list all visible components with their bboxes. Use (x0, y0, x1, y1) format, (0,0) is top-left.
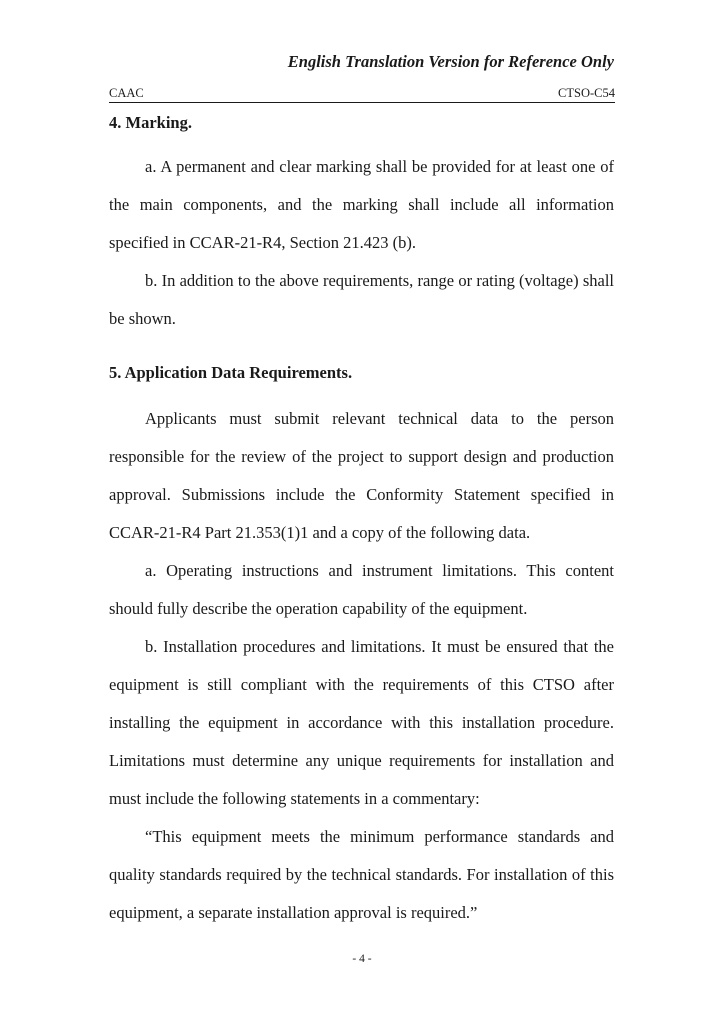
paragraph-marking-b: b. In addition to the above requirements, range or rating (voltage) shall be shown. (109, 271, 614, 328)
running-header (109, 86, 615, 101)
page-number: - 4 - (352, 953, 372, 965)
document-body (109, 112, 614, 932)
paragraph-application-intro: Applicants must submit relevant technical data to the person responsible for the review of the project to support design and production approval. Submissions include the Conformity Statement specified in CCAR-21-R4 Part 21.353(1)1 and a copy of the following data. (109, 409, 614, 542)
translation-banner: English Translation Version for Reference Only (287, 52, 614, 71)
paragraph-application-a: a. Operating instructions and instrument limitations. This content should fully describe the operation capability of the equipment. (109, 561, 614, 618)
paragraph-application-b: b. Installation procedures and limitations. It must be ensured that the equipment is still compliant with the requirements of this CTSO after installing the equipment in accordance with this installation procedure. Limitations must determine any unique requirements for installation and must include the following statements in a commentary: (109, 637, 614, 808)
section-heading-marking: 4. Marking. (109, 113, 192, 132)
paragraph-marking-a: a. A permanent and clear marking shall be provided for at least one of the main components, and the marking shall include all information specified in CCAR-21-R4, Section 21.423 (b). (109, 157, 614, 252)
paragraph-application-quote: “This equipment meets the minimum performance standards and quality standards required by the technical standards. For installation of this equipment, a separate installation approval is required.” (109, 827, 614, 922)
header-organization: CAAC (109, 86, 144, 100)
section-heading-application-data: 5. Application Data Requirements. (109, 363, 353, 382)
header-divider (109, 102, 615, 103)
header-document-id: CTSO-C54 (558, 86, 615, 100)
